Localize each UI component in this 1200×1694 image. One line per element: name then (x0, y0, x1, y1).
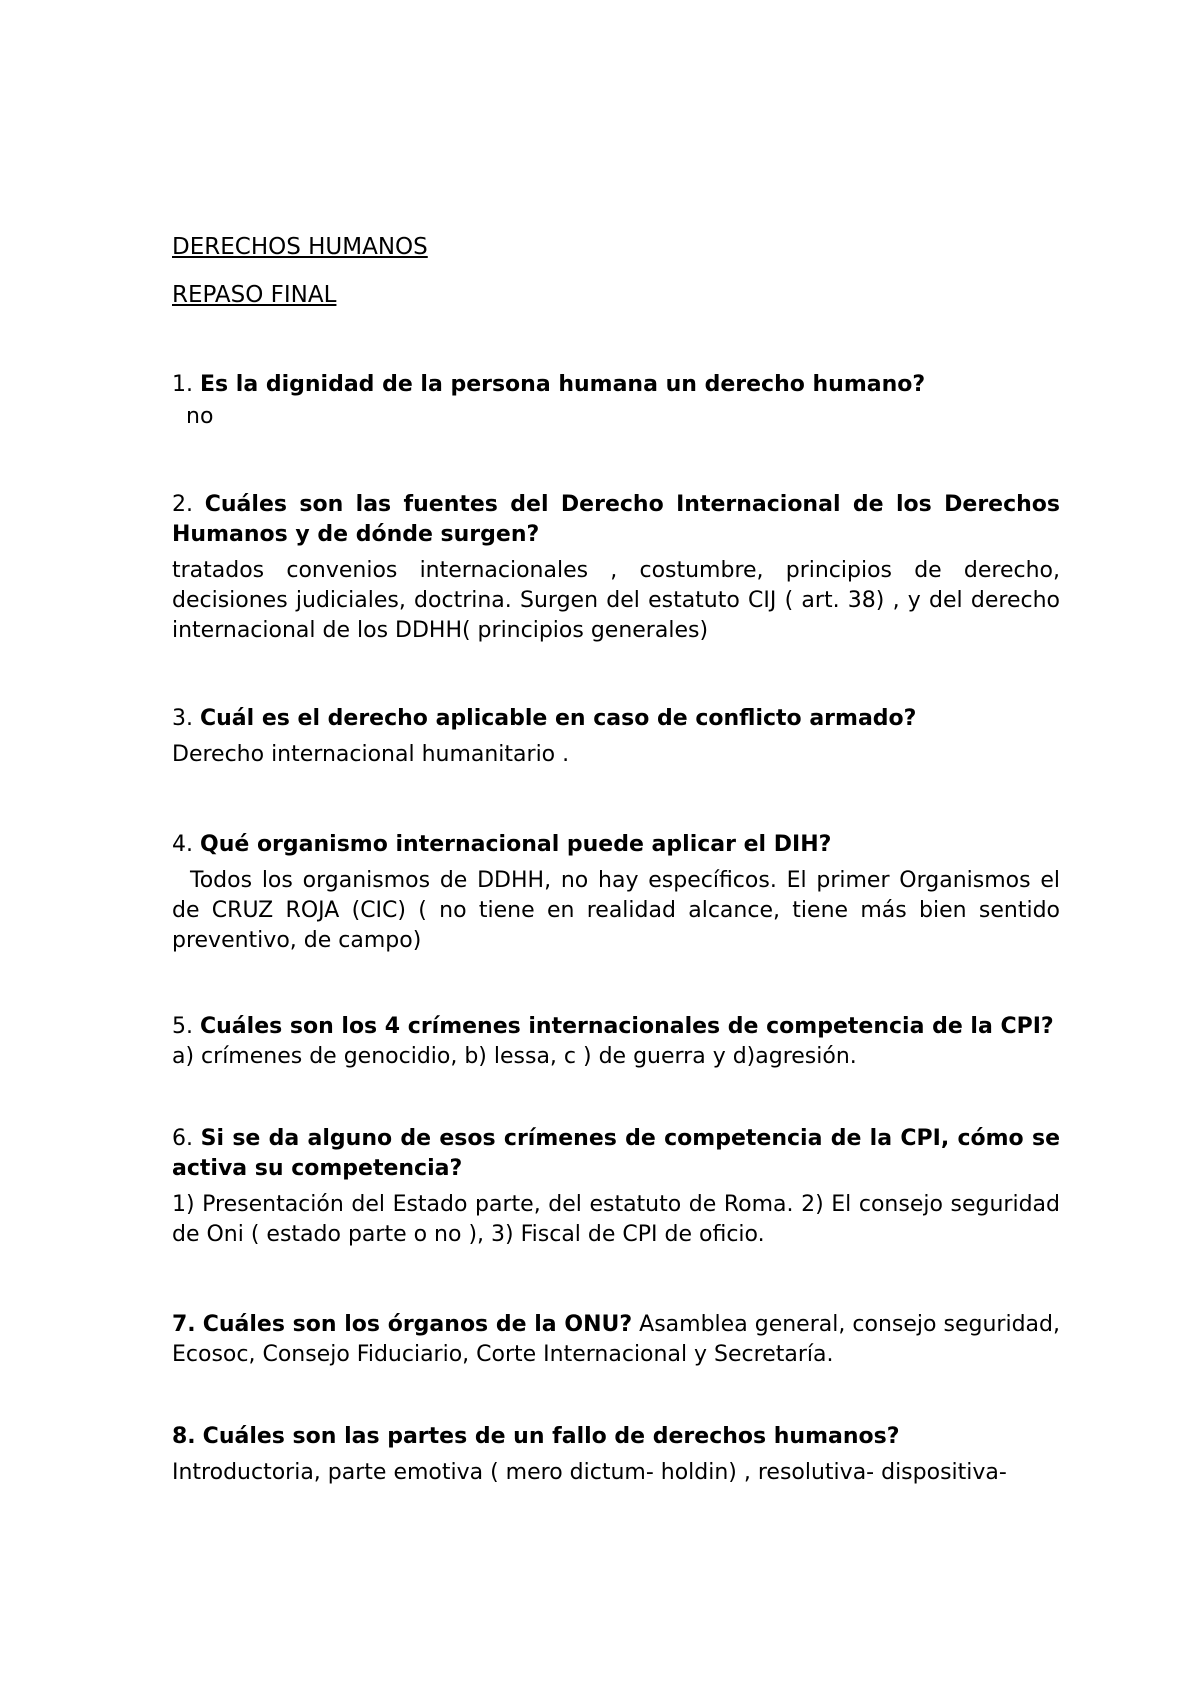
question-number: 3. (172, 706, 193, 731)
question-text: Cuáles son las fuentes del Derecho Internacional de los Derechos Humanos y de dónde surgen? (172, 492, 1060, 547)
question-1 (172, 370, 1060, 400)
document-title: DERECHOS HUMANOS (172, 234, 428, 260)
answer-2: tratados convenios internacionales , costumbre, principios de derecho, decisiones judiciales, doctrina. Surgen del estatuto CIJ ( art. 38) , y del derecho internacional de los DDHH( principios generales) (172, 558, 1060, 643)
question-5 (172, 1012, 1060, 1042)
question-number: 8. (172, 1424, 196, 1449)
qa-item-1 (172, 370, 1060, 432)
question-number: 4. (172, 832, 193, 857)
question-text: Cuáles son las partes de un fallo de derechos humanos? (202, 1424, 900, 1449)
qa-item-7 (172, 1310, 1060, 1370)
qa-item-4 (172, 830, 1060, 956)
document-page (172, 0, 1060, 1694)
question-number: 6. (172, 1126, 193, 1151)
question-text: Si se da alguno de esos crímenes de competencia de la CPI, cómo se activa su competencia? (172, 1126, 1060, 1181)
question-text: Es la dignidad de la persona humana un derecho humano? (200, 372, 926, 397)
question-number: 7. (172, 1312, 196, 1337)
answer-6: 1) Presentación del Estado parte, del estatuto de Roma. 2) El consejo seguridad de Oni ( estado parte o no ), 3) Fiscal de CPI de oficio. (172, 1192, 1060, 1247)
answer-3: Derecho internacional humanitario . (172, 742, 570, 767)
qa-item-5 (172, 1012, 1060, 1072)
question-4 (172, 830, 1060, 860)
question-6 (172, 1124, 1060, 1184)
question-text: Cuáles son los órganos de la ONU? (202, 1312, 633, 1337)
answer-7: Asamblea general, consejo seguridad, Ecosoc, Consejo Fiduciario, Corte Internacional y Secretaría. (172, 1312, 1060, 1367)
document-subtitle: REPASO FINAL (172, 282, 337, 308)
question-number: 2. (172, 492, 193, 517)
question-8 (172, 1422, 1060, 1452)
qa-item-8 (172, 1422, 1060, 1488)
answer-8: Introductoria, parte emotiva ( mero dictum- holdin) , resolutiva- dispositiva- (172, 1460, 1007, 1485)
question-number: 1. (172, 372, 193, 397)
question-text: Cuál es el derecho aplicable en caso de conflicto armado? (200, 706, 917, 731)
answer-1: no (186, 404, 214, 429)
answer-5: a) crímenes de genocidio, b) lessa, c ) de guerra y d)agresión. (172, 1044, 857, 1069)
question-2 (172, 490, 1060, 550)
qa-item-3 (172, 704, 1060, 770)
answer-4: Todos los organismos de DDHH, no hay específicos. El primer Organismos el de CRUZ ROJA (CIC) ( no tiene en realidad alcance, tiene más bien sentido preventivo, de campo) (172, 868, 1060, 953)
question-number: 5. (172, 1014, 193, 1039)
qa-item-6 (172, 1124, 1060, 1250)
question-text: Qué organismo internacional puede aplicar el DIH? (200, 832, 832, 857)
question-text: Cuáles son los 4 crímenes internacionales de competencia de la CPI? (200, 1014, 1054, 1039)
question-3 (172, 704, 1060, 734)
qa-item-2 (172, 490, 1060, 646)
